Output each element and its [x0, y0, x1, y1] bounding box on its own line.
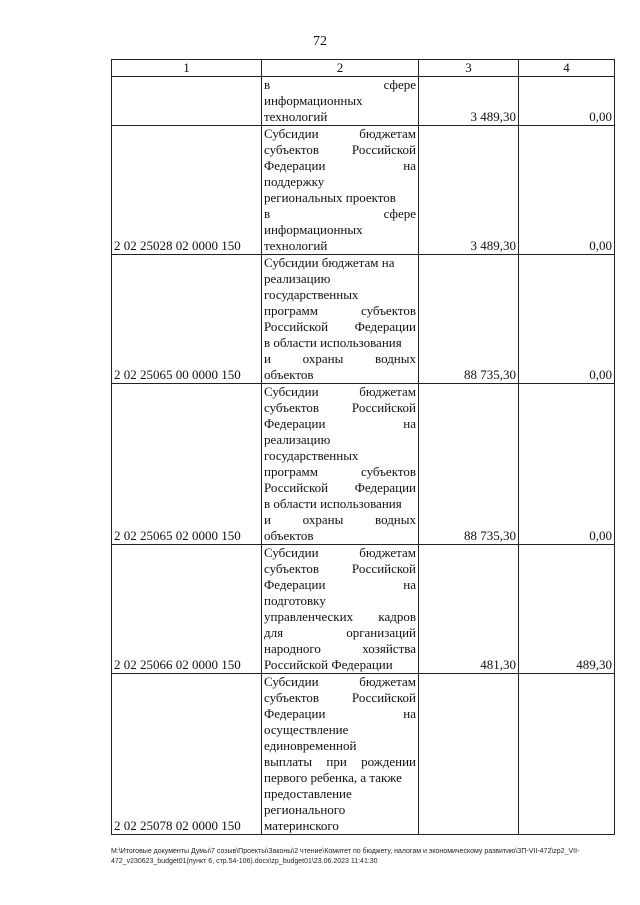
table-row [112, 674, 615, 835]
description-cell [262, 384, 419, 545]
description-cell [262, 255, 419, 384]
description-line: субъектов Российской [264, 400, 416, 415]
column-header-2: 2 [262, 60, 419, 77]
budget-code-cell: 2 02 25066 02 0000 150 [112, 545, 262, 674]
budget-code-cell: 2 02 25065 00 0000 150 [112, 255, 262, 384]
description-line: субъектов Российской [264, 690, 416, 705]
description-line: и охраны водных [264, 512, 416, 527]
description-line: государственных [264, 287, 359, 302]
description-line: Федерации на [264, 577, 416, 592]
budget-code-cell [112, 77, 262, 126]
description-line: Субсидии бюджетам [264, 126, 416, 141]
description-line: поддержку [264, 174, 325, 189]
description-line: Субсидии бюджетам [264, 384, 416, 399]
footer-line-2: 472_v230623_budget01(пункт 6, стр.54-106).docx\zp_budget01\23.06.2023 11:41:30 [111, 858, 378, 865]
description-line: первого ребенка, а также [264, 770, 402, 785]
description-line: информационных [264, 222, 363, 237]
file-path-footer [111, 847, 616, 867]
description-line: программ субъектов [264, 303, 416, 318]
description-line: Субсидии бюджетам [264, 545, 416, 560]
description-line: предоставление [264, 786, 352, 801]
budget-code-cell: 2 02 25078 02 0000 150 [112, 674, 262, 835]
description-line: народного хозяйства [264, 641, 416, 656]
amount-col3-cell [419, 674, 519, 835]
description-line: в области использования [264, 335, 402, 350]
description-line: единовременной [264, 738, 357, 753]
description-line: региональных проектов [264, 190, 396, 205]
description-line: государственных [264, 448, 359, 463]
description-line: реализацию [264, 432, 331, 447]
amount-col4-cell: 0,00 [519, 126, 615, 255]
description-line: технологий [264, 109, 328, 124]
amount-col3-cell: 481,30 [419, 545, 519, 674]
description-cell [262, 545, 419, 674]
description-line: Федерации на [264, 706, 416, 721]
table-row [112, 545, 615, 674]
amount-col3-cell: 88 735,30 [419, 384, 519, 545]
description-line: программ субъектов [264, 464, 416, 479]
amount-col4-cell: 0,00 [519, 77, 615, 126]
description-line: для организаций [264, 625, 416, 640]
description-line: и охраны водных [264, 351, 416, 366]
column-header-1: 1 [112, 60, 262, 77]
header-row [112, 60, 615, 77]
amount-col3-cell: 3 489,30 [419, 77, 519, 126]
description-line: управленческих кадров [264, 609, 416, 624]
description-line: выплаты при рождении [264, 754, 416, 769]
description-line: Субсидии бюджетам на [264, 255, 395, 270]
description-line: информационных [264, 93, 363, 108]
column-header-4: 4 [519, 60, 615, 77]
description-line: Российской Федерации [264, 657, 393, 672]
description-line: Субсидии бюджетам [264, 674, 416, 689]
description-line: Федерации на [264, 158, 416, 173]
table-row [112, 384, 615, 545]
description-cell [262, 77, 419, 126]
description-line: объектов [264, 528, 314, 543]
column-header-3: 3 [419, 60, 519, 77]
amount-col4-cell: 489,30 [519, 545, 615, 674]
description-line: субъектов Российской [264, 142, 416, 157]
description-cell [262, 126, 419, 255]
description-cell [262, 674, 419, 835]
description-line: технологий [264, 238, 328, 253]
budget-code-cell: 2 02 25065 02 0000 150 [112, 384, 262, 545]
amount-col4-cell: 0,00 [519, 384, 615, 545]
description-line: подготовку [264, 593, 326, 608]
description-line: материнского [264, 818, 339, 833]
table-row [112, 126, 615, 255]
description-line: Российской Федерации [264, 480, 416, 495]
page-number: 72 [313, 34, 327, 49]
budget-code-cell: 2 02 25028 02 0000 150 [112, 126, 262, 255]
amount-col3-cell: 88 735,30 [419, 255, 519, 384]
description-line: в сфере [264, 77, 416, 92]
description-line: субъектов Российской [264, 561, 416, 576]
description-line: регионального [264, 802, 346, 817]
table-row [112, 77, 615, 126]
description-line: реализацию [264, 271, 331, 286]
amount-col4-cell [519, 674, 615, 835]
description-line: Федерации на [264, 416, 416, 431]
amount-col4-cell: 0,00 [519, 255, 615, 384]
amount-col3-cell: 3 489,30 [419, 126, 519, 255]
description-line: в области использования [264, 496, 402, 511]
table-row [112, 255, 615, 384]
description-line: в сфере [264, 206, 416, 221]
description-line: объектов [264, 367, 314, 382]
budget-table [111, 59, 615, 835]
description-line: осуществление [264, 722, 349, 737]
description-line: Российской Федерации [264, 319, 416, 334]
footer-line-1: М:\Итоговые документы Думы\7 созыв\Проекты\Законы\2 чтение\Комитет по бюджету, налогам и экономическому развитию\ЗП-VII-472\zp2_VII- [111, 848, 580, 855]
